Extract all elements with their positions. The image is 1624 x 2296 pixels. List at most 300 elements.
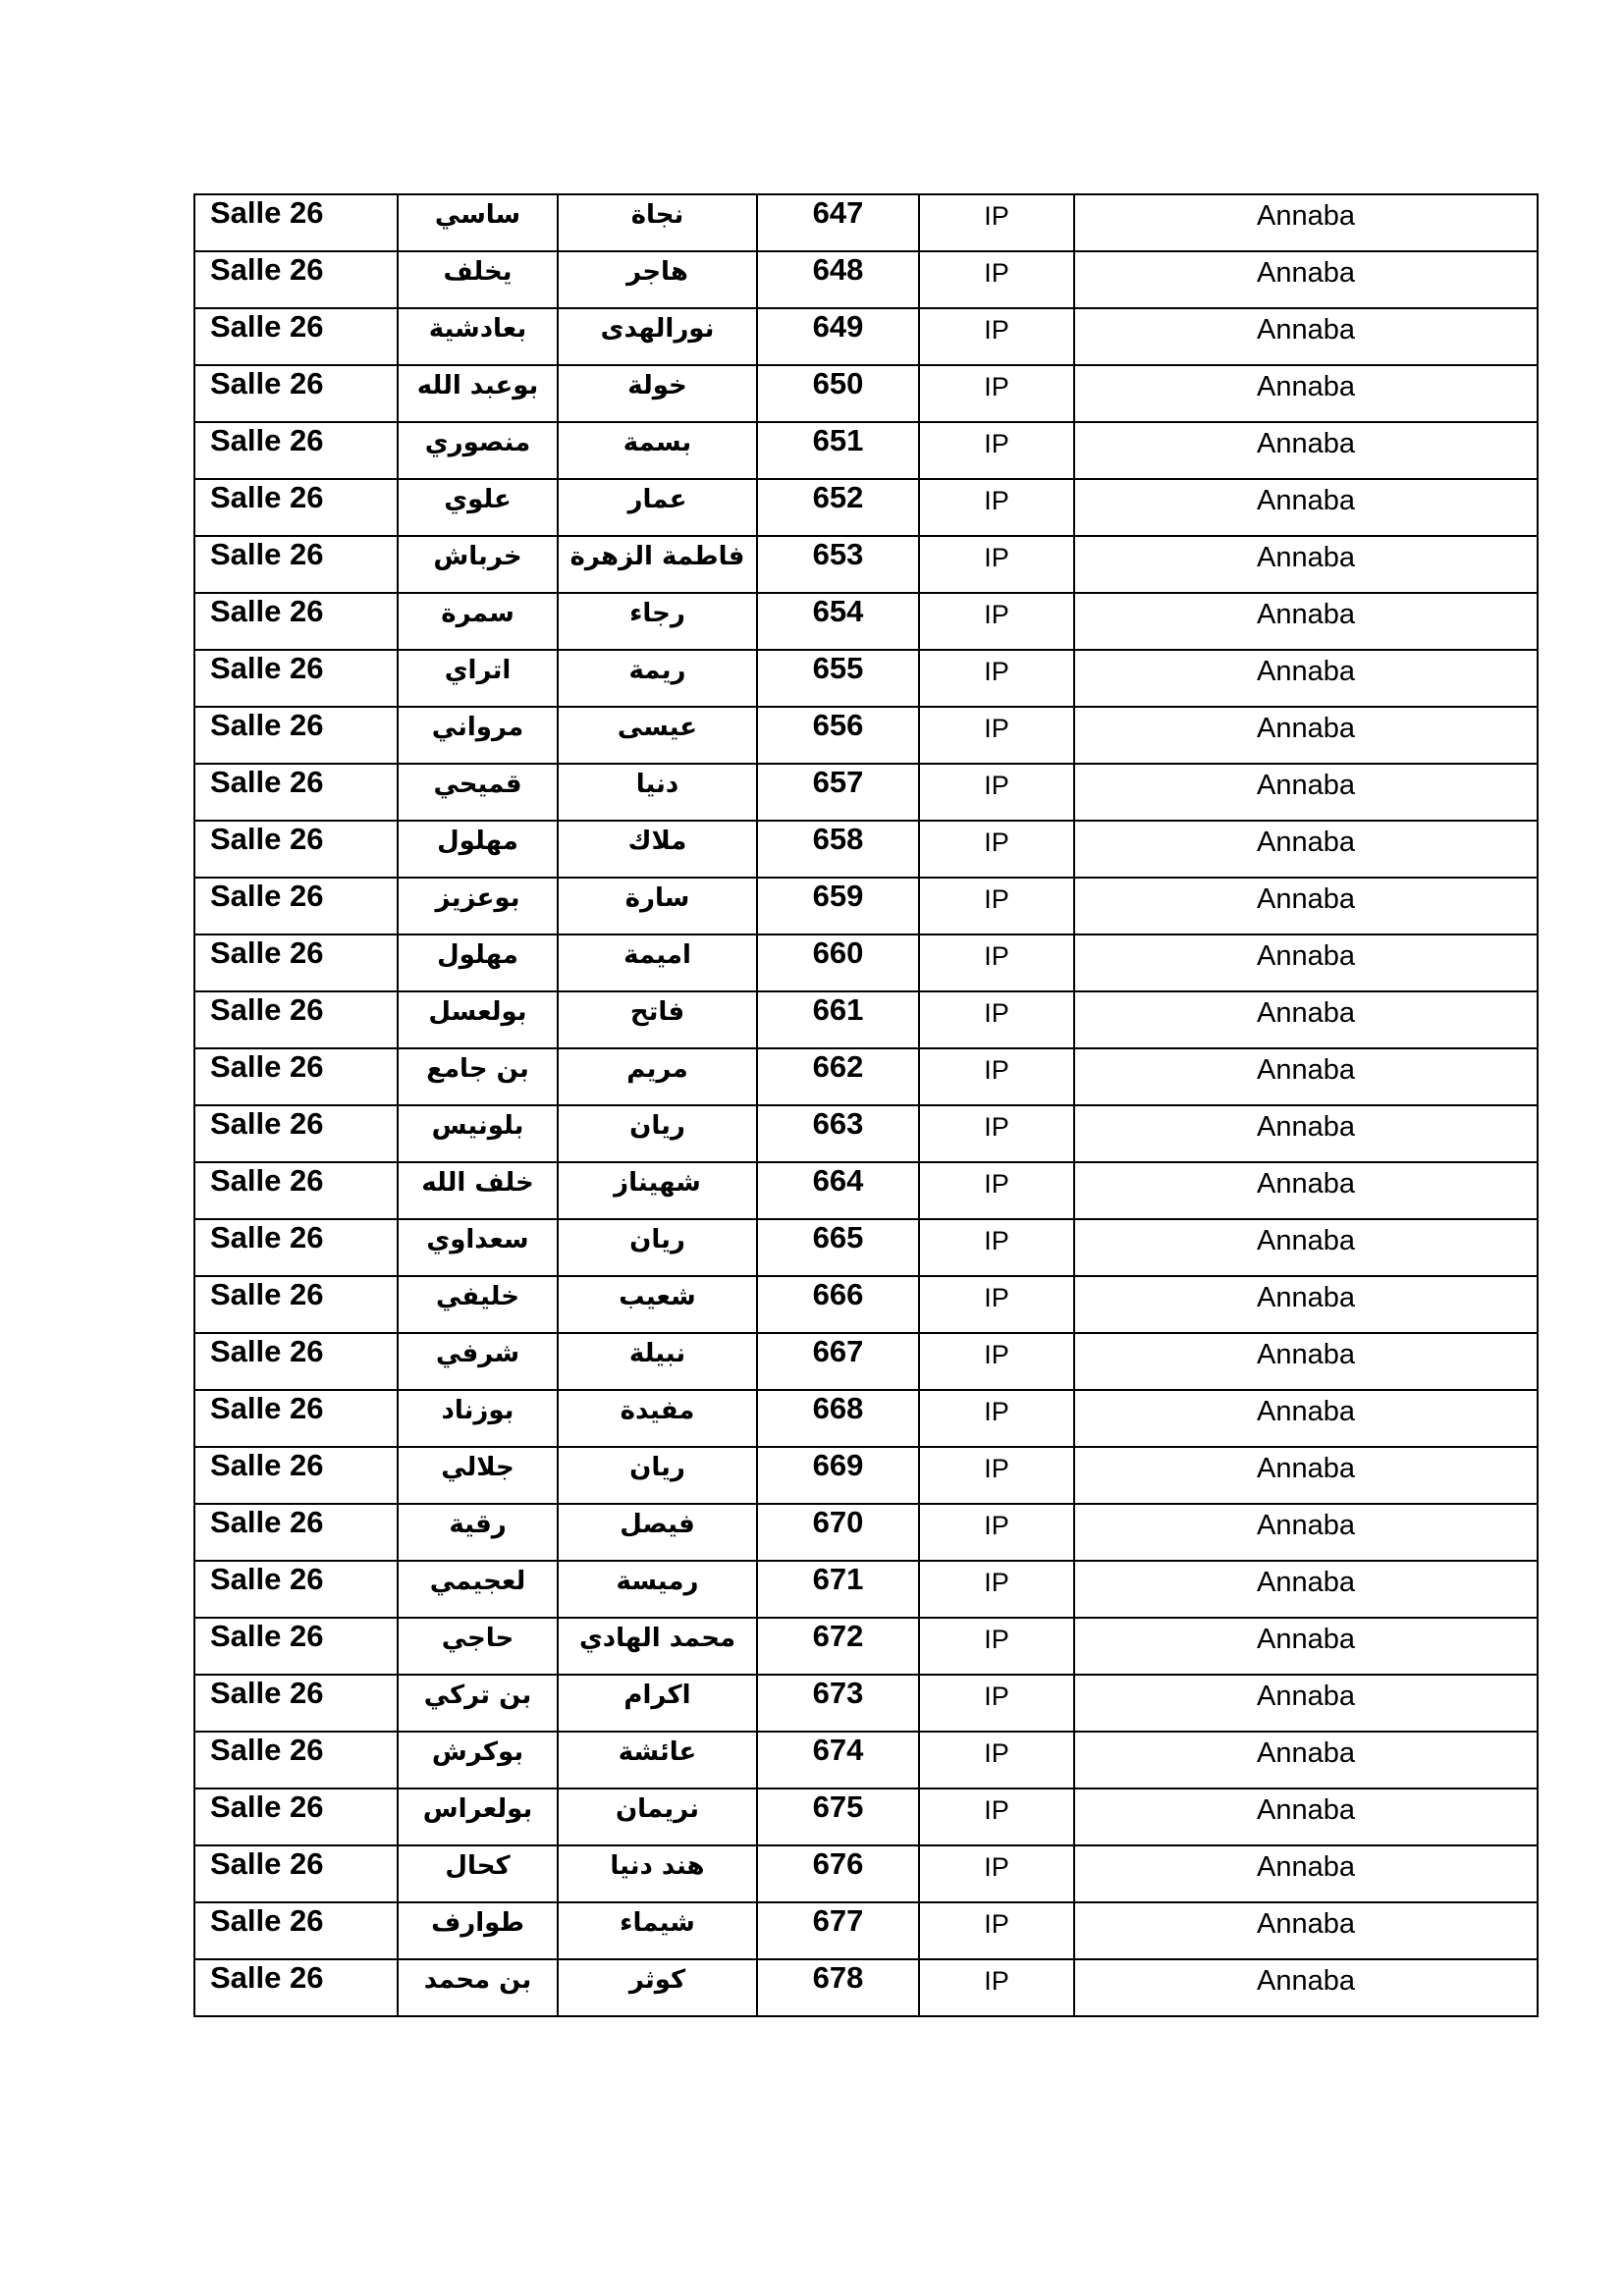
city-cell bbox=[1074, 1048, 1538, 1105]
first-name-cell-text: محمد الهادي bbox=[578, 1624, 736, 1653]
salle-cell bbox=[194, 1105, 398, 1162]
last-name-cell-text: لعجيمي bbox=[429, 1567, 526, 1596]
document-page bbox=[193, 193, 1537, 2017]
first-name-cell-text: نريمان bbox=[615, 1794, 700, 1824]
city-cell bbox=[1074, 934, 1538, 991]
salle-cell-text: Salle 26 bbox=[210, 1448, 324, 1482]
city-cell bbox=[1074, 194, 1538, 251]
first-name-cell bbox=[558, 650, 757, 707]
last-name-cell bbox=[398, 764, 558, 821]
first-name-cell bbox=[558, 422, 757, 479]
type-cell-text: IP bbox=[984, 429, 1009, 458]
first-name-cell bbox=[558, 479, 757, 536]
salle-cell bbox=[194, 1675, 398, 1732]
last-name-cell-text: اتراي bbox=[444, 656, 512, 685]
salle-cell bbox=[194, 1902, 398, 1959]
number-cell-text: 647 bbox=[812, 195, 864, 230]
last-name-cell-text: بن تركي bbox=[423, 1681, 532, 1710]
last-name-cell-text: بولعراس bbox=[422, 1794, 533, 1824]
city-cell bbox=[1074, 821, 1538, 878]
number-cell bbox=[757, 1675, 919, 1732]
city-cell-text: Annaba bbox=[1257, 371, 1355, 402]
last-name-cell bbox=[398, 251, 558, 308]
salle-cell-text: Salle 26 bbox=[210, 935, 324, 970]
type-cell-text: IP bbox=[984, 1738, 1009, 1768]
type-cell bbox=[919, 251, 1074, 308]
city-cell bbox=[1074, 764, 1538, 821]
type-cell-text: IP bbox=[984, 315, 1009, 345]
salle-cell-text: Salle 26 bbox=[210, 1676, 324, 1710]
salle-cell-text: Salle 26 bbox=[210, 1334, 324, 1368]
first-name-cell bbox=[558, 1390, 757, 1447]
first-name-cell bbox=[558, 251, 757, 308]
salle-cell-text: Salle 26 bbox=[210, 1106, 324, 1141]
salle-cell bbox=[194, 1618, 398, 1675]
table-row bbox=[194, 536, 1538, 593]
last-name-cell-text: علوي bbox=[444, 485, 512, 514]
first-name-cell bbox=[558, 1959, 757, 2016]
number-cell bbox=[757, 1789, 919, 1845]
type-cell bbox=[919, 536, 1074, 593]
first-name-cell-text: ريان bbox=[629, 1453, 685, 1482]
salle-cell bbox=[194, 878, 398, 934]
last-name-cell bbox=[398, 422, 558, 479]
first-name-cell-text: خولة bbox=[627, 371, 687, 400]
last-name-cell bbox=[398, 1845, 558, 1902]
first-name-cell-text: عيسى bbox=[617, 713, 698, 742]
salle-cell bbox=[194, 1789, 398, 1845]
last-name-cell-text: جلالي bbox=[441, 1453, 514, 1482]
number-cell bbox=[757, 1162, 919, 1219]
table-row bbox=[194, 365, 1538, 422]
first-name-cell-text: فاتح bbox=[629, 997, 685, 1027]
table-row bbox=[194, 593, 1538, 650]
type-cell bbox=[919, 1732, 1074, 1789]
type-cell-text: IP bbox=[984, 486, 1009, 515]
number-cell-text: 666 bbox=[812, 1277, 864, 1311]
type-cell bbox=[919, 1048, 1074, 1105]
salle-cell-text: Salle 26 bbox=[210, 1220, 324, 1255]
first-name-cell bbox=[558, 707, 757, 764]
type-cell bbox=[919, 1618, 1074, 1675]
last-name-cell-text: بن جامع bbox=[426, 1054, 529, 1084]
city-cell bbox=[1074, 1276, 1538, 1333]
city-cell-text: Annaba bbox=[1257, 827, 1355, 858]
table-row bbox=[194, 1618, 1538, 1675]
last-name-cell bbox=[398, 1732, 558, 1789]
salle-cell-text: Salle 26 bbox=[210, 594, 324, 628]
type-cell-text: IP bbox=[984, 543, 1009, 572]
table-row bbox=[194, 1675, 1538, 1732]
first-name-cell-text: اكرام bbox=[623, 1681, 691, 1710]
first-name-cell bbox=[558, 991, 757, 1048]
number-cell-text: 652 bbox=[812, 480, 864, 514]
table-row bbox=[194, 1732, 1538, 1789]
last-name-cell bbox=[398, 650, 558, 707]
salle-cell-text: Salle 26 bbox=[210, 252, 324, 287]
type-cell-text: IP bbox=[984, 600, 1009, 629]
salle-cell bbox=[194, 251, 398, 308]
city-cell-text: Annaba bbox=[1257, 1225, 1355, 1256]
type-cell-text: IP bbox=[984, 1909, 1009, 1939]
type-cell bbox=[919, 593, 1074, 650]
type-cell bbox=[919, 1504, 1074, 1561]
type-cell-text: IP bbox=[984, 1397, 1009, 1426]
last-name-cell-text: يخلف bbox=[443, 257, 513, 287]
last-name-cell bbox=[398, 878, 558, 934]
last-name-cell bbox=[398, 593, 558, 650]
first-name-cell bbox=[558, 934, 757, 991]
number-cell bbox=[757, 1561, 919, 1618]
type-cell-text: IP bbox=[984, 1226, 1009, 1255]
last-name-cell bbox=[398, 1789, 558, 1845]
city-cell bbox=[1074, 1219, 1538, 1276]
number-cell-text: 667 bbox=[812, 1334, 864, 1368]
type-cell bbox=[919, 1219, 1074, 1276]
last-name-cell bbox=[398, 536, 558, 593]
type-cell bbox=[919, 764, 1074, 821]
number-cell bbox=[757, 422, 919, 479]
table-row bbox=[194, 1845, 1538, 1902]
number-cell-text: 651 bbox=[812, 423, 864, 457]
first-name-cell-text: شعيب bbox=[619, 1282, 696, 1311]
first-name-cell-text: شيماء bbox=[620, 1908, 695, 1938]
salle-cell bbox=[194, 1048, 398, 1105]
last-name-cell-text: بوكرش bbox=[431, 1737, 524, 1767]
number-cell bbox=[757, 934, 919, 991]
last-name-cell-text: بوعزيز bbox=[435, 883, 520, 913]
first-name-cell bbox=[558, 1675, 757, 1732]
first-name-cell-text: ملاك bbox=[627, 827, 687, 856]
salle-cell-text: Salle 26 bbox=[210, 1391, 324, 1425]
number-cell-text: 671 bbox=[812, 1562, 864, 1596]
type-cell-text: IP bbox=[984, 1169, 1009, 1199]
last-name-cell-text: خليفي bbox=[436, 1282, 519, 1311]
salle-cell-text: Salle 26 bbox=[210, 1619, 324, 1653]
type-cell-text: IP bbox=[984, 201, 1009, 231]
last-name-cell bbox=[398, 934, 558, 991]
last-name-cell bbox=[398, 1333, 558, 1390]
type-cell-text: IP bbox=[984, 1966, 1009, 1996]
city-cell bbox=[1074, 1162, 1538, 1219]
type-cell bbox=[919, 1390, 1074, 1447]
city-cell-text: Annaba bbox=[1257, 1624, 1355, 1655]
number-cell-text: 677 bbox=[812, 1903, 864, 1938]
city-cell bbox=[1074, 1959, 1538, 2016]
type-cell-text: IP bbox=[984, 771, 1009, 800]
type-cell-text: IP bbox=[984, 941, 1009, 971]
table-row bbox=[194, 878, 1538, 934]
last-name-cell bbox=[398, 991, 558, 1048]
number-cell-text: 648 bbox=[812, 252, 864, 287]
first-name-cell-text: مفيدة bbox=[620, 1396, 695, 1425]
last-name-cell-text: سمرة bbox=[441, 599, 514, 628]
city-cell bbox=[1074, 707, 1538, 764]
last-name-cell bbox=[398, 1105, 558, 1162]
table-row bbox=[194, 422, 1538, 479]
city-cell bbox=[1074, 650, 1538, 707]
table-body bbox=[194, 194, 1538, 2016]
first-name-cell-text: عائشة bbox=[618, 1737, 697, 1767]
last-name-cell-text: بن محمد bbox=[423, 1965, 532, 1995]
number-cell bbox=[757, 479, 919, 536]
table-row bbox=[194, 251, 1538, 308]
salle-cell bbox=[194, 821, 398, 878]
first-name-cell-text: مريم bbox=[626, 1054, 688, 1084]
salle-cell bbox=[194, 764, 398, 821]
number-cell bbox=[757, 1959, 919, 2016]
city-cell-text: Annaba bbox=[1257, 1567, 1355, 1598]
number-cell-text: 654 bbox=[812, 594, 864, 628]
city-cell-text: Annaba bbox=[1257, 1737, 1355, 1769]
first-name-cell-text: هند دنيا bbox=[610, 1851, 705, 1881]
city-cell-text: Annaba bbox=[1257, 997, 1355, 1029]
last-name-cell-text: خرباش bbox=[433, 542, 522, 571]
type-cell bbox=[919, 934, 1074, 991]
number-cell-text: 657 bbox=[812, 765, 864, 799]
type-cell bbox=[919, 308, 1074, 365]
salle-cell bbox=[194, 650, 398, 707]
first-name-cell bbox=[558, 1105, 757, 1162]
first-name-cell bbox=[558, 764, 757, 821]
city-cell-text: Annaba bbox=[1257, 314, 1355, 346]
last-name-cell bbox=[398, 821, 558, 878]
type-cell bbox=[919, 650, 1074, 707]
city-cell bbox=[1074, 251, 1538, 308]
city-cell-text: Annaba bbox=[1257, 200, 1355, 232]
number-cell-text: 678 bbox=[812, 1960, 864, 1995]
salle-cell bbox=[194, 308, 398, 365]
last-name-cell bbox=[398, 707, 558, 764]
number-cell-text: 658 bbox=[812, 822, 864, 856]
last-name-cell bbox=[398, 1276, 558, 1333]
type-cell-text: IP bbox=[984, 1055, 1009, 1085]
first-name-cell-text: كوثر bbox=[628, 1965, 686, 1995]
first-name-cell-text: ريان bbox=[629, 1225, 685, 1255]
type-cell bbox=[919, 1162, 1074, 1219]
type-cell bbox=[919, 479, 1074, 536]
salle-cell bbox=[194, 1959, 398, 2016]
first-name-cell-text: بسمة bbox=[623, 428, 692, 457]
last-name-cell-text: خلف الله bbox=[421, 1168, 534, 1198]
number-cell-text: 660 bbox=[812, 935, 864, 970]
type-cell-text: IP bbox=[984, 828, 1009, 857]
city-cell-text: Annaba bbox=[1257, 542, 1355, 573]
salle-cell-text: Salle 26 bbox=[210, 1960, 324, 1995]
city-cell bbox=[1074, 536, 1538, 593]
number-cell bbox=[757, 1390, 919, 1447]
city-cell-text: Annaba bbox=[1257, 883, 1355, 915]
type-cell bbox=[919, 1675, 1074, 1732]
last-name-cell-text: حاجي bbox=[441, 1624, 514, 1653]
last-name-cell-text: ساسي bbox=[434, 200, 521, 230]
number-cell-text: 663 bbox=[812, 1106, 864, 1141]
city-cell-text: Annaba bbox=[1257, 1681, 1355, 1712]
last-name-cell-text: طوارف bbox=[431, 1908, 524, 1938]
last-name-cell-text: بعادشية bbox=[428, 314, 527, 344]
last-name-cell bbox=[398, 1162, 558, 1219]
first-name-cell-text: نورالهدى bbox=[600, 314, 715, 344]
type-cell bbox=[919, 1845, 1074, 1902]
city-cell bbox=[1074, 365, 1538, 422]
first-name-cell bbox=[558, 536, 757, 593]
table-row bbox=[194, 1219, 1538, 1276]
city-cell bbox=[1074, 1675, 1538, 1732]
salle-cell bbox=[194, 479, 398, 536]
type-cell-text: IP bbox=[984, 1625, 1009, 1654]
salle-cell-text: Salle 26 bbox=[210, 992, 324, 1027]
salle-cell bbox=[194, 536, 398, 593]
first-name-cell-text: رميسة bbox=[616, 1567, 699, 1596]
type-cell bbox=[919, 365, 1074, 422]
number-cell-text: 670 bbox=[812, 1505, 864, 1539]
number-cell bbox=[757, 593, 919, 650]
salle-cell-text: Salle 26 bbox=[210, 651, 324, 685]
type-cell-text: IP bbox=[984, 1682, 1009, 1711]
city-cell bbox=[1074, 1390, 1538, 1447]
table-row bbox=[194, 1504, 1538, 1561]
salle-cell bbox=[194, 1219, 398, 1276]
table-row bbox=[194, 934, 1538, 991]
city-cell bbox=[1074, 308, 1538, 365]
salle-cell-text: Salle 26 bbox=[210, 822, 324, 856]
city-cell-text: Annaba bbox=[1257, 1339, 1355, 1370]
number-cell-text: 649 bbox=[812, 309, 864, 344]
first-name-cell bbox=[558, 1732, 757, 1789]
city-cell bbox=[1074, 1105, 1538, 1162]
type-cell-text: IP bbox=[984, 1852, 1009, 1882]
number-cell bbox=[757, 1333, 919, 1390]
last-name-cell-text: مهلول bbox=[437, 940, 518, 970]
type-cell bbox=[919, 1276, 1074, 1333]
type-cell-text: IP bbox=[984, 1795, 1009, 1825]
last-name-cell bbox=[398, 1447, 558, 1504]
salle-cell-text: Salle 26 bbox=[210, 1277, 324, 1311]
table-row bbox=[194, 1333, 1538, 1390]
number-cell-text: 661 bbox=[812, 992, 864, 1027]
city-cell bbox=[1074, 1504, 1538, 1561]
city-cell-text: Annaba bbox=[1257, 1396, 1355, 1427]
first-name-cell bbox=[558, 1618, 757, 1675]
city-cell bbox=[1074, 1447, 1538, 1504]
salle-cell bbox=[194, 1333, 398, 1390]
salle-cell-text: Salle 26 bbox=[210, 879, 324, 913]
salle-cell-text: Salle 26 bbox=[210, 1846, 324, 1881]
number-cell bbox=[757, 878, 919, 934]
first-name-cell-text: شهيناز bbox=[614, 1168, 701, 1198]
salle-cell bbox=[194, 1447, 398, 1504]
last-name-cell bbox=[398, 1390, 558, 1447]
last-name-cell bbox=[398, 308, 558, 365]
first-name-cell-text: دنيا bbox=[635, 770, 679, 799]
city-cell bbox=[1074, 1789, 1538, 1845]
type-cell bbox=[919, 1789, 1074, 1845]
salle-cell bbox=[194, 365, 398, 422]
salle-cell bbox=[194, 1561, 398, 1618]
number-cell bbox=[757, 821, 919, 878]
first-name-cell bbox=[558, 1276, 757, 1333]
last-name-cell-text: منصوري bbox=[424, 428, 531, 457]
number-cell-text: 669 bbox=[812, 1448, 864, 1482]
type-cell bbox=[919, 991, 1074, 1048]
number-cell-text: 673 bbox=[812, 1676, 864, 1710]
first-name-cell bbox=[558, 365, 757, 422]
first-name-cell bbox=[558, 1333, 757, 1390]
first-name-cell-text: فاطمة الزهرة bbox=[569, 542, 745, 571]
salle-cell-text: Salle 26 bbox=[210, 708, 324, 742]
city-cell bbox=[1074, 1902, 1538, 1959]
salle-cell bbox=[194, 1504, 398, 1561]
last-name-cell bbox=[398, 194, 558, 251]
salle-cell-text: Salle 26 bbox=[210, 309, 324, 344]
salle-cell bbox=[194, 991, 398, 1048]
table-row bbox=[194, 308, 1538, 365]
type-cell bbox=[919, 1105, 1074, 1162]
city-cell-text: Annaba bbox=[1257, 257, 1355, 289]
last-name-cell bbox=[398, 479, 558, 536]
last-name-cell bbox=[398, 1504, 558, 1561]
last-name-cell bbox=[398, 1959, 558, 2016]
city-cell bbox=[1074, 1333, 1538, 1390]
city-cell bbox=[1074, 991, 1538, 1048]
number-cell bbox=[757, 1276, 919, 1333]
city-cell bbox=[1074, 1561, 1538, 1618]
number-cell bbox=[757, 1504, 919, 1561]
city-cell bbox=[1074, 1845, 1538, 1902]
table-row bbox=[194, 764, 1538, 821]
table-row bbox=[194, 1902, 1538, 1959]
last-name-cell-text: بوعبد الله bbox=[416, 371, 539, 400]
city-cell-text: Annaba bbox=[1257, 770, 1355, 801]
city-cell-text: Annaba bbox=[1257, 1794, 1355, 1826]
last-name-cell-text: مرواني bbox=[431, 713, 524, 742]
last-name-cell bbox=[398, 1618, 558, 1675]
city-cell-text: Annaba bbox=[1257, 428, 1355, 459]
salle-cell-text: Salle 26 bbox=[210, 1789, 324, 1824]
salle-cell-text: Salle 26 bbox=[210, 1049, 324, 1084]
table-row bbox=[194, 1561, 1538, 1618]
type-cell bbox=[919, 194, 1074, 251]
city-cell-text: Annaba bbox=[1257, 1282, 1355, 1313]
number-cell bbox=[757, 536, 919, 593]
type-cell-text: IP bbox=[984, 1568, 1009, 1597]
first-name-cell-text: ريان bbox=[629, 1111, 685, 1141]
first-name-cell-text: سارة bbox=[624, 883, 690, 913]
type-cell bbox=[919, 821, 1074, 878]
number-cell-text: 665 bbox=[812, 1220, 864, 1255]
city-cell bbox=[1074, 878, 1538, 934]
type-cell-text: IP bbox=[984, 1112, 1009, 1142]
city-cell bbox=[1074, 479, 1538, 536]
last-name-cell bbox=[398, 1675, 558, 1732]
number-cell-text: 672 bbox=[812, 1619, 864, 1653]
number-cell-text: 676 bbox=[812, 1846, 864, 1881]
salle-cell-text: Salle 26 bbox=[210, 1163, 324, 1198]
first-name-cell-text: اميمة bbox=[623, 940, 691, 970]
first-name-cell-text: هاجر bbox=[626, 257, 688, 287]
table-row bbox=[194, 1959, 1538, 2016]
type-cell-text: IP bbox=[984, 1454, 1009, 1483]
number-cell bbox=[757, 1219, 919, 1276]
first-name-cell bbox=[558, 1447, 757, 1504]
first-name-cell bbox=[558, 1162, 757, 1219]
number-cell-text: 662 bbox=[812, 1049, 864, 1084]
city-cell-text: Annaba bbox=[1257, 1965, 1355, 1997]
salle-cell bbox=[194, 194, 398, 251]
number-cell bbox=[757, 1105, 919, 1162]
number-cell-text: 675 bbox=[812, 1789, 864, 1824]
city-cell bbox=[1074, 422, 1538, 479]
